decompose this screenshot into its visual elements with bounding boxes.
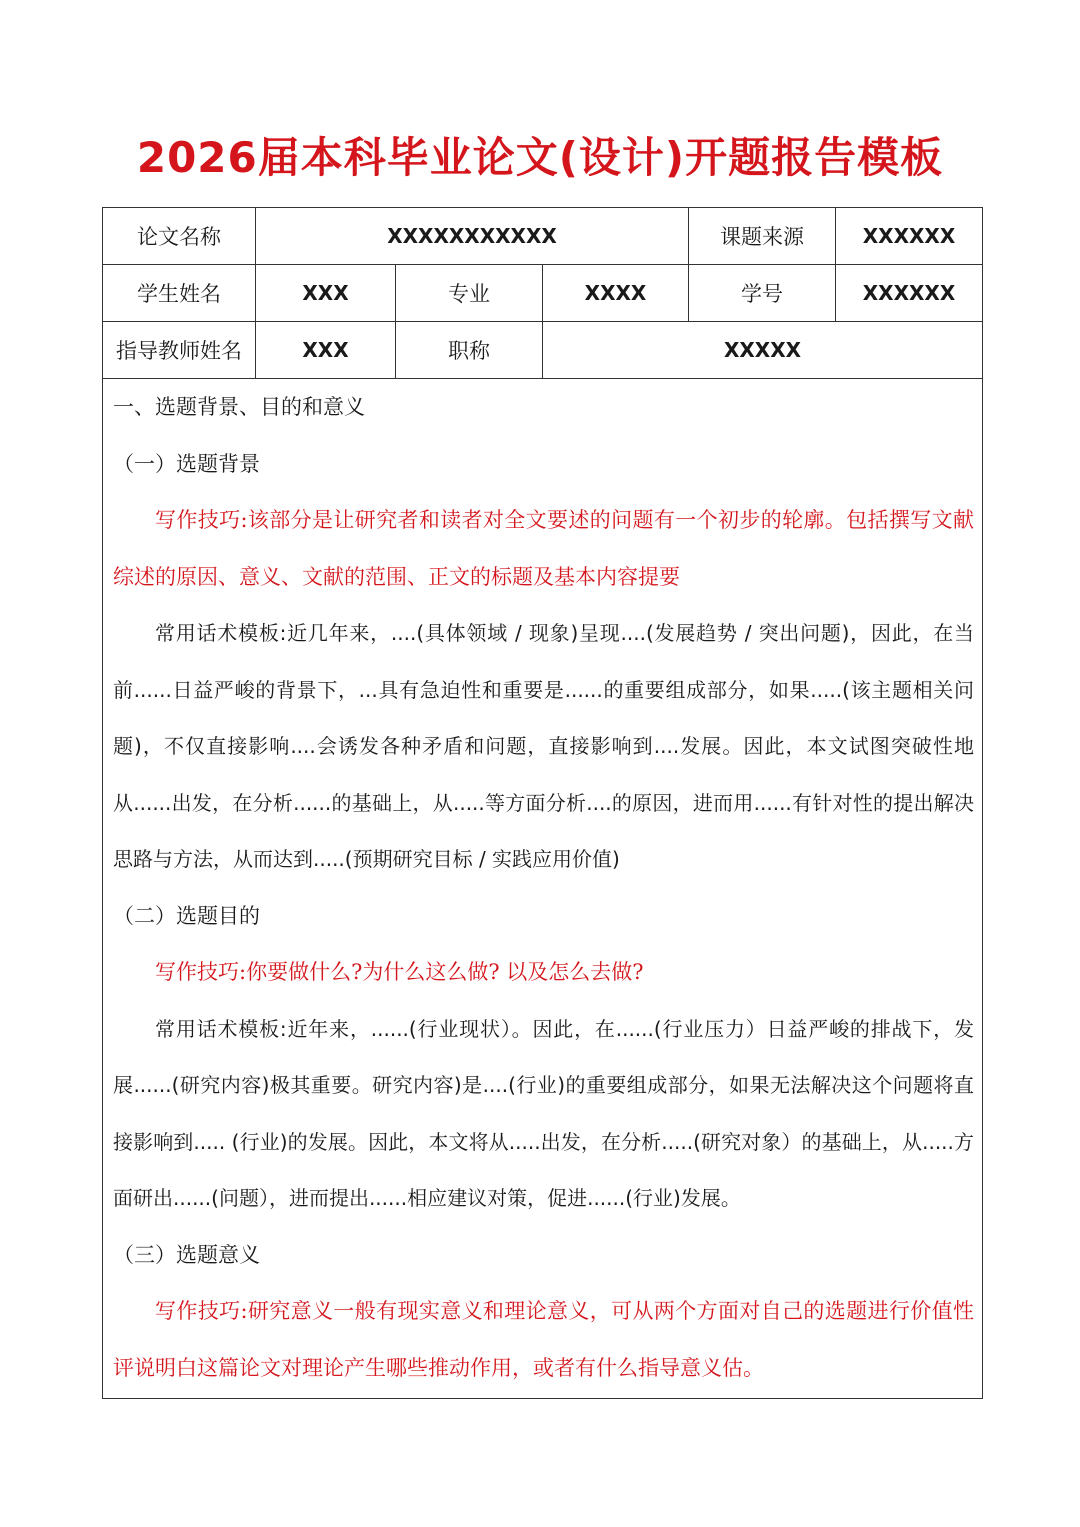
label-major: 专业 (396, 265, 543, 322)
subsection-heading-purpose: （二）选题目的 (113, 903, 260, 928)
value-advisor-name[interactable]: XXX (256, 322, 396, 379)
proposal-form-table (102, 207, 983, 1399)
section-heading-background-purpose-significance: 一、选题背景、目的和意义 (113, 395, 365, 419)
content-cell[interactable] (103, 379, 983, 1399)
label-title: 职称 (396, 322, 543, 379)
label-student-name: 学生姓名 (103, 265, 256, 322)
page-title: 2026届本科毕业论文(设计)开题报告模板 (136, 133, 944, 182)
subsection-heading-background: （一）选题背景 (113, 451, 260, 476)
form-row-thesis (103, 208, 983, 265)
subsection-heading-significance: （三）选题意义 (113, 1242, 260, 1267)
label-thesis-name: 论文名称 (103, 208, 256, 265)
template-text-background: 常用话术模板:近几年来，....(具体领域 / 现象)呈现....(发展趋势 / 突出问题)，因此，在当前......日益严峻的背景下，...具有急迫性和重要是......的重要组成部分，如果.....(该主题相关问题)，不仅直接影响....会诱发各种矛盾和问题，直接影响到....发展。因此，本文试图突破性地从......出发，在分析......的基础上，从.....等方面分析....的原因，进而用......有针对性的提出解决思路与方法，从而达到.....(预期研究目标 / 实践应用价值) (113, 621, 974, 871)
value-student-name[interactable]: XXX (256, 265, 396, 322)
label-student-id: 学号 (689, 265, 836, 322)
writing-tip-significance: 写作技巧:研究意义一般有现实意义和理论意义，可从两个方面对自己的选题进行价值性评说明白这篇论文对理论产生哪些推动作用，或者有什么指导意义估。 (113, 1299, 974, 1380)
value-major[interactable]: XXXX (543, 265, 689, 322)
value-title[interactable]: XXXXX (543, 322, 983, 379)
writing-tip-purpose: 写作技巧:你要做什么?为什么这么做? 以及怎么去做? (155, 960, 644, 984)
form-row-content (103, 379, 983, 1399)
template-text-purpose: 常用话术模板:近年来，......(行业现状）。因此，在......(行业压力）日益严峻的排战下，发展......(研究内容)极其重要。研究内容)是....(行业)的重要组成部分，如果无法解决这个问题将直接影响到..... (行业)的发展。因此，本文将从.....出发，在分析.....(研究对象）的基础上，从.....方面研出......(问题），进而提出......相应建议对策，促进......(行业)发展。 (113, 1016, 974, 1210)
label-topic-source: 课题来源 (689, 208, 836, 265)
form-row-advisor (103, 322, 983, 379)
value-topic-source[interactable]: XXXXXX (836, 208, 983, 265)
value-thesis-name[interactable]: XXXXXXXXXXX (256, 208, 689, 265)
writing-tip-background: 写作技巧:该部分是让研究者和读者对全文要述的问题有一个初步的轮廓。包括撰写文献综述的原因、意义、文献的范围、正文的标题及基本内容提要 (113, 508, 974, 589)
value-student-id[interactable]: XXXXXX (836, 265, 983, 322)
label-advisor-name: 指导教师姓名 (103, 322, 256, 379)
form-row-student (103, 265, 983, 322)
